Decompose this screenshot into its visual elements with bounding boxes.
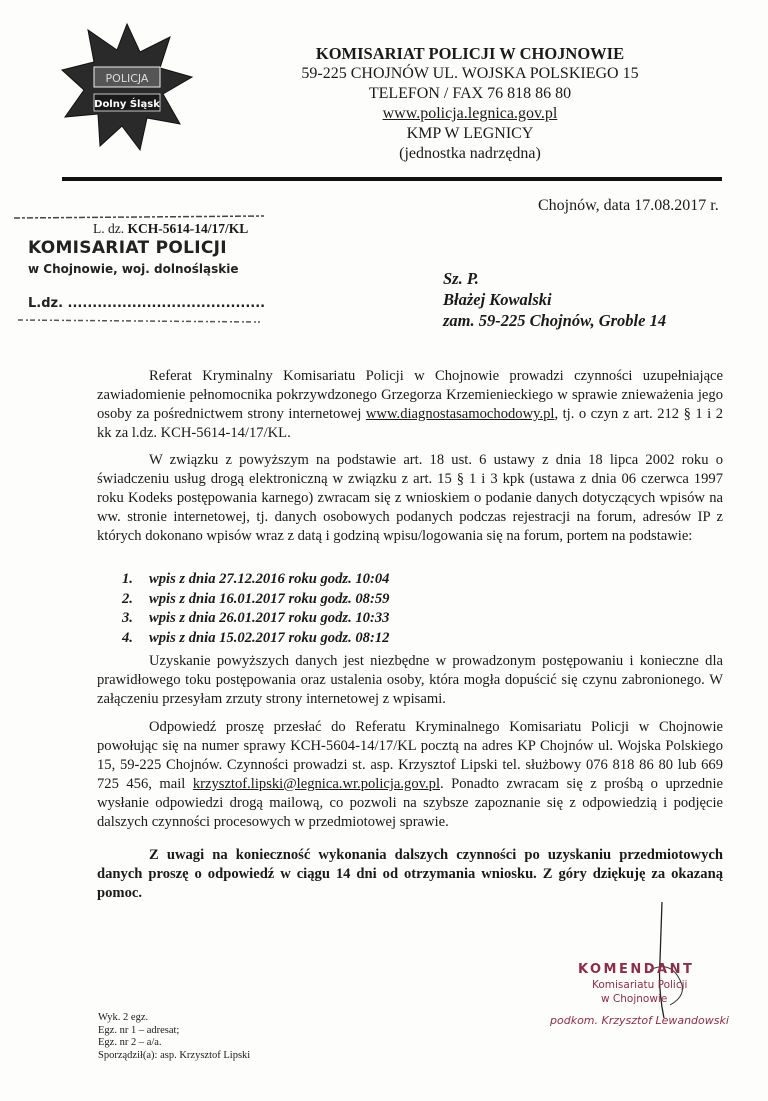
stamp-ref-number: KCH-5614-14/17/KL xyxy=(127,221,249,236)
entry-number: 3. xyxy=(122,610,133,627)
paragraph-5 xyxy=(97,846,723,903)
paragraph-3-text: Uzyskanie powyższych danych jest niezbędne w prowadzonym postępowaniu i konieczne dla prawidłowego toku postępowania oraz ustalenia osoby, która mogła dopuścić się czynu zabronionego. W załączeniu przesyłam zrzuty strony internetowej z wpisami. xyxy=(97,653,723,707)
paragraph-2 xyxy=(97,451,723,546)
list-item xyxy=(122,570,389,590)
footnote-line: Egz. nr 2 – a/a. xyxy=(98,1037,162,1048)
institution-website[interactable] xyxy=(250,104,690,124)
stamp-ldz-field: L.dz. ........................................ xyxy=(28,296,266,311)
signature-line-3: w Chojnowie xyxy=(601,993,668,1005)
paragraph-1-text-a: Referat Kryminalny Komisariatu Policji w Chojnowie prowadzi czynności uzupełniające zawiadomienie pełnomocnika pokrzywdzonego Grzegorza Krzemienieckiego w sprawie znieważenia jego osoby za pośrednictwem strony internetowej xyxy=(97,368,723,422)
stamp-title: KOMISARIAT POLICJI xyxy=(28,238,227,258)
website-link[interactable]: www.policja.legnica.gov.pl xyxy=(382,105,558,122)
footnote xyxy=(98,1012,250,1062)
header-divider xyxy=(62,177,722,181)
stamp-subtitle: w Chojnowie, woj. dolnośląskie xyxy=(28,262,239,276)
email-link[interactable]: krzysztof.lipski@legnica.wr.policja.gov.pl xyxy=(192,776,440,792)
footnote-line: Wyk. 2 egz. xyxy=(98,1012,149,1023)
paragraph-1-text-b: , tj. o czyn z art. 212 § 1 i 2 kk za l.dz. KCH-5614-14/17/KL. xyxy=(97,406,724,441)
paragraph-2-text: W związku z powyższym na podstawie art. 18 ust. 6 ustawy z dnia 18 lipca 2002 roku o świadczeniu usług drogą elektroniczną w związku z art. 15 § 1 i 3 kpk (ustawa z dnia 06 czerwca 1997 roku Kodeks postępowania karnego) zwracam się z wnioskiem o podanie danych dotyczących wpisów na ww. stronie internetowej, tj. danych osobowych podanych podczas rejestracji na forum, adresów IP z których dokonano wpisów wraz z datą i godziną wpisu/logowania się na forum, portem na podstawie: xyxy=(97,452,723,544)
forum-website-link[interactable]: www.diagnostasamochodowy.pl xyxy=(365,406,555,422)
signature-line-2: Komisariatu Policji xyxy=(592,979,688,991)
entries-list xyxy=(122,570,389,648)
badge-text-bottom: Dolny Śląsk xyxy=(94,99,160,110)
paragraph-5-text: Z uwagi na konieczność wykonania dalszych czynności po uzyskaniu przedmiotowych danych proszę o odpowiedź w ciągu 14 dni od otrzymania wniosku. Z góry dziękuję za okazaną pomoc. xyxy=(97,847,723,901)
signature-title: KOMENDANT xyxy=(578,962,695,977)
list-item xyxy=(122,629,389,649)
parent-unit: KMP W LEGNICY xyxy=(406,125,534,142)
paragraph-4-text-a: Odpowiedź proszę przesłać do Referatu Kryminalnego Komisariatu Policji w Chojnowie powołując się na numer sprawy KCH-5604-14/17/KL pocztą na adres KP Chojnów ul. Wojska Polskiego 15, 59-225 Chojnów. Czynności prowadzi st. asp. Krzysztof Lipski tel. służbowy 076 818 86 80 lub 669 725 456, mail xyxy=(97,719,723,792)
list-item xyxy=(122,609,389,629)
stamp-ref-prefix: L. dz. xyxy=(93,221,125,236)
entry-text: wpis z dnia 16.01.2017 roku godz. 08:59 xyxy=(149,590,390,607)
entry-text: wpis z dnia 27.12.2016 roku godz. 10:04 xyxy=(149,571,390,587)
recipient-name: Błażej Kowalski xyxy=(443,290,552,309)
entry-number: 4. xyxy=(122,629,133,646)
paragraph-4-text-b: . Ponadto zwracam się z prośbą o uprzednie wysłanie odpowiedzi drogą mailową, co pozwoli na szybsze zapoznanie się z odpowiedzią i podjęcie dalszych czynności procesowych w przedmiotowej sprawie. xyxy=(97,776,723,830)
paragraph-4 xyxy=(97,718,723,832)
parent-unit-note: (jednostka nadrzędna) xyxy=(399,145,541,162)
entry-number: 1. xyxy=(122,571,133,587)
badge-text-top: POLICJA xyxy=(105,72,149,85)
entry-number: 2. xyxy=(122,590,133,607)
paragraph-3 xyxy=(97,652,723,709)
stamp-reference xyxy=(93,221,248,237)
institution-title: KOMISARIAT POLICJI W CHOJNOWIE xyxy=(315,44,625,63)
police-star-badge-logo xyxy=(60,22,195,152)
footnote-line: Sporządził(a): asp. Krzysztof Lipski xyxy=(98,1049,251,1061)
institution-address: 59-225 CHOJNÓW UL. WOJSKA POLSKIEGO 15 xyxy=(301,65,639,82)
institution-phone: TELEFON / FAX 76 818 86 80 xyxy=(368,85,572,102)
entry-text: wpis z dnia 26.01.2017 roku godz. 10:33 xyxy=(149,610,390,627)
signature-name: podkom. Krzysztof Lewandowski xyxy=(550,1014,729,1027)
footnote-line: Egz. nr 1 – adresat; xyxy=(98,1024,180,1036)
paragraph-1 xyxy=(97,367,723,443)
recipient-salutation: Sz. P. xyxy=(443,269,479,288)
list-item xyxy=(122,590,389,610)
date-line: Chojnów, data 17.08.2017 r. xyxy=(538,197,719,214)
recipient-address: zam. 59-225 Chojnów, Groble 14 xyxy=(443,311,667,330)
entry-text: wpis z dnia 15.02.2017 roku godz. 08:12 xyxy=(149,629,390,646)
